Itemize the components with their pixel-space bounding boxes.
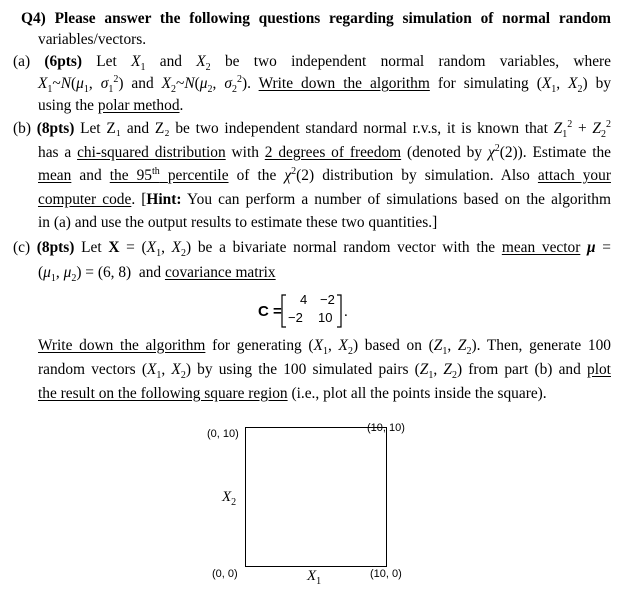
part-b-line3: mean and the 95th percentile of the $\chi^2(2)$ distribution by simulation. Also attach your [38,165,611,184]
matrix-a21: −2 [288,310,303,325]
x-axis-label: $X_1$ [307,568,322,587]
part-c-line5: the result on the following square region (i.e., plot all the points inside the square). [38,385,547,402]
corner-label-bottom-right: (10, 0) [370,568,402,580]
part-c-line2: ($\mu_1$, $\mu_2) = (6$, 8) and covariance matrix [38,264,276,285]
y-axis-label: $X_2$ [222,489,237,508]
part-c-line3: Write down the algorithm for generating ($X_1$, $X_2$) based on ($Z_1$, $Z_2$). Then, generate 100 [38,337,611,358]
part-a-line2: $X_1\sim N(\mu_1$, $\sigma_1^2$) and $X_2\sim N(\mu_2$, $\sigma_2^2$). Write down the algorithm for simulating ($X_1$, $X_2$) by [38,73,612,96]
part-a-line3: using the polar method. [38,97,184,114]
corner-label-top-right: (10, 10) [367,422,405,434]
matrix-a22: 10 [318,310,333,325]
part-c-line4: random vectors ($X_1$, $X_2$) by using the 100 simulated pairs ($Z_1$, $Z_2$) from part (b) and plot [38,361,611,382]
part-c-line1: (c) (8pts) Let $X = (X_1$, $X_2$) be a bivariate normal random vector with the mean vector μ = [13,239,611,260]
matrix-a12: −2 [320,292,335,307]
corner-label-top-left: (0, 10) [207,428,239,440]
part-b-line1: (b) (8pts) Let Z₁ and Z₂ be two independent standard normal r.v.s, it is known that $Z_1^2 + Z_2^2$ [13,118,611,141]
question-header-cont: variables/vectors. [38,31,147,48]
covariance-matrix: C = 4 −2 −2 10 . [258,292,378,332]
corner-label-bottom-left: (0, 0) [212,568,238,580]
part-a-line1: (a) (6pts) Let $X_1$ and $X_2$ be two independent normal random variables, where [13,53,611,74]
part-b-line2: has a chi-squared distribution with 2 degrees of freedom (denoted by $\chi^2(2)$). Estimate the [38,142,611,161]
part-b-line4: computer code. [Hint: You can perform a number of simulations based on the algorithm [38,191,611,208]
matrix-label: C = [258,303,282,320]
question-header: Q4) Please answer the following questions regarding simulation of normal random [21,10,611,27]
plot-square-region [245,427,387,567]
part-b-line5: in (a) and use the output results to estimate these two quantities.] [38,214,438,231]
matrix-a11: 4 [300,292,308,307]
